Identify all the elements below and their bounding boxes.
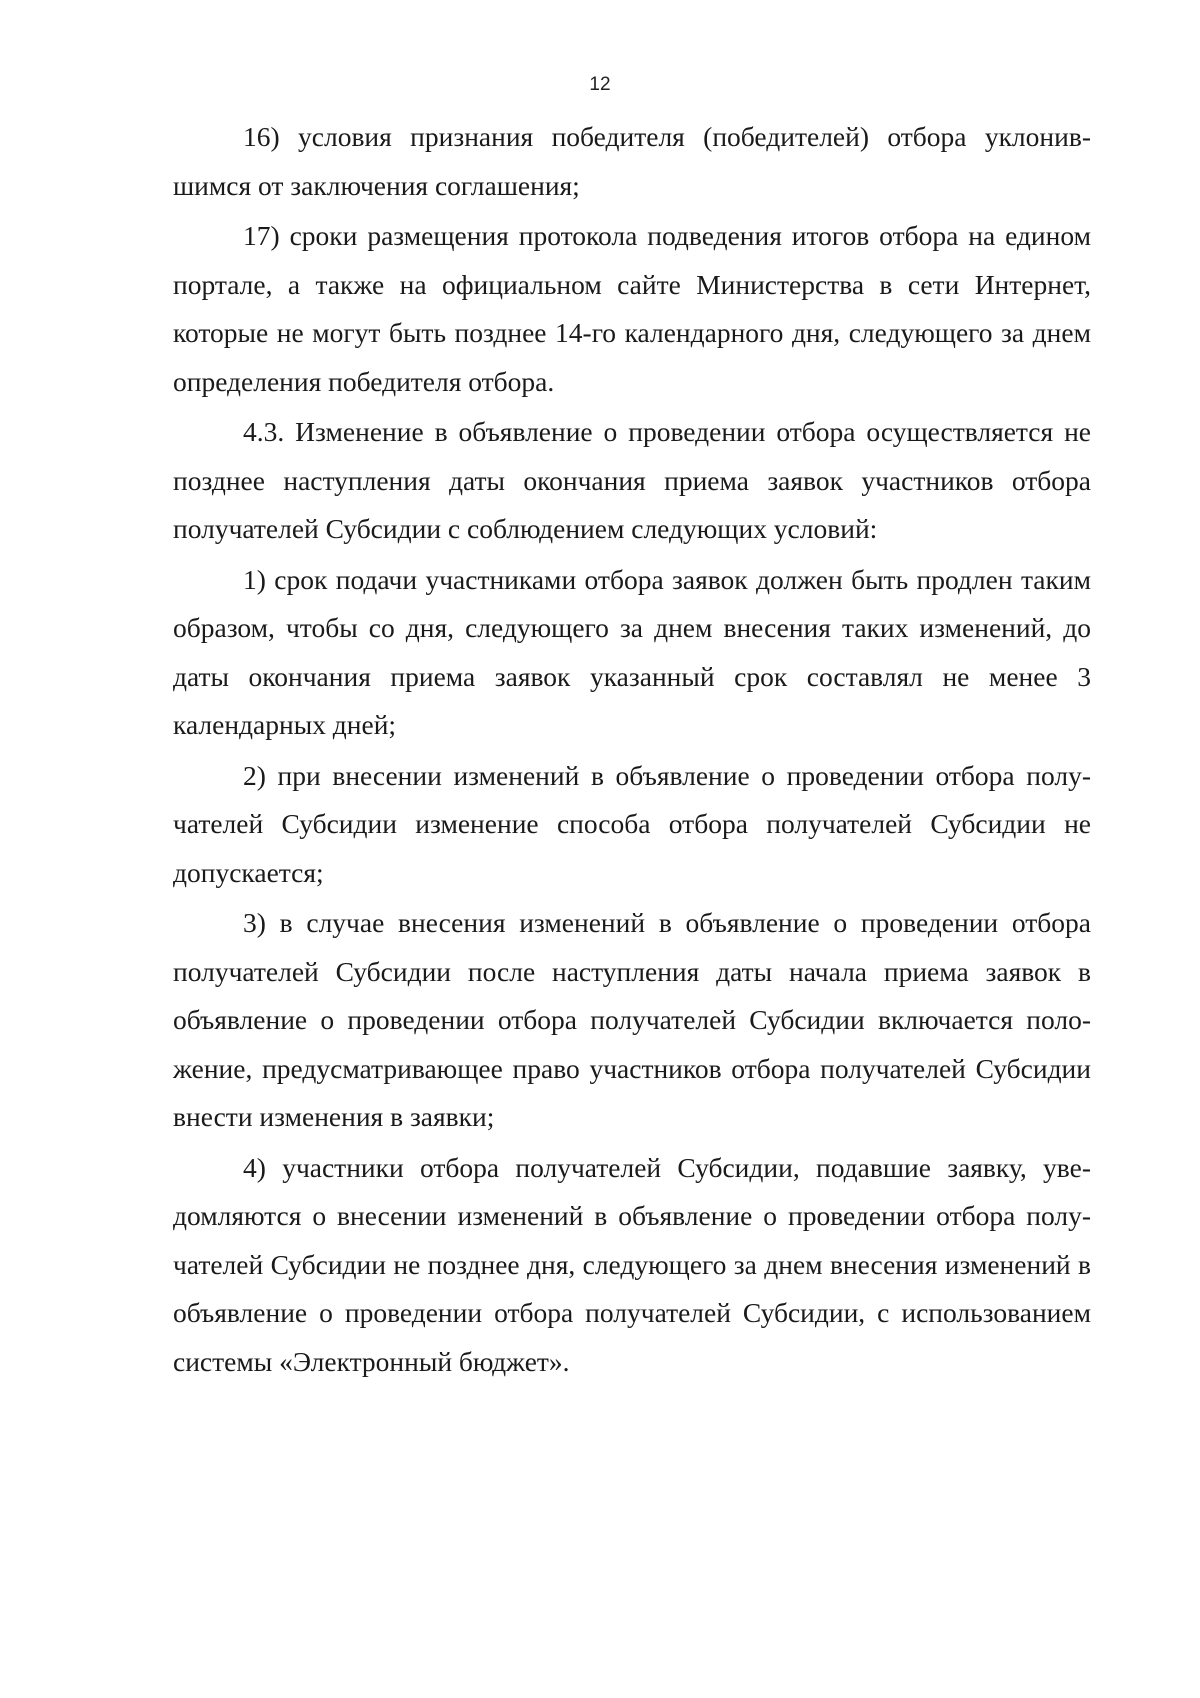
page-number: 12 — [589, 74, 611, 95]
document-body — [173, 113, 1091, 1388]
paragraph-section-4-3: 4.3. Изменение в объявление о проведении отбора осуществляется не позднее наступления даты окончания приема заявок участников отбора получателей Субсидии с соблюдением следующих условий: — [173, 416, 1091, 544]
paragraph-condition-3: 3) в случае внесения изменений в объявление о проведении отбора получателей Субсидии после наступления даты начала приема заявок в объявление о проведении отбора получателей Субсидии включается положение, предусматривающее право участников отбора получателей Субсидии внести изменения в заявки; — [173, 907, 1091, 1132]
paragraph-item-16: 16) условия признания победителя (победителей) отбора уклонившимся от заключения соглашения; — [173, 121, 1091, 201]
paragraph-item-17: 17) сроки размещения протокола подведения итогов отбора на едином портале, а также на официальном сайте Министерства в сети Интернет, которые не могут быть позднее 14-го календарного дня, следующего за днем определения победителя отбора. — [173, 220, 1091, 397]
paragraph-condition-4: 4) участники отбора получателей Субсидии, подавшие заявку, уведомляются о внесении изменений в объявление о проведении отбора получателей Субсидии не позднее дня, следующего за днем внесения изменений в объявление о проведении отбора получателей Субсидии, с использованием системы «Электронный бюджет». — [173, 1151, 1091, 1377]
paragraph-condition-2: 2) при внесении изменений в объявление о проведении отбора получателей Субсидии изменение способа отбора получателей Субсидии не допускается; — [173, 759, 1091, 888]
paragraph-condition-1: 1) срок подачи участниками отбора заявок должен быть продлен таким образом, чтобы со дня, следующего за днем внесения таких изменений, до даты окончания приема заявок указанный срок составлял не менее 3 календарных дней; — [173, 563, 1091, 740]
